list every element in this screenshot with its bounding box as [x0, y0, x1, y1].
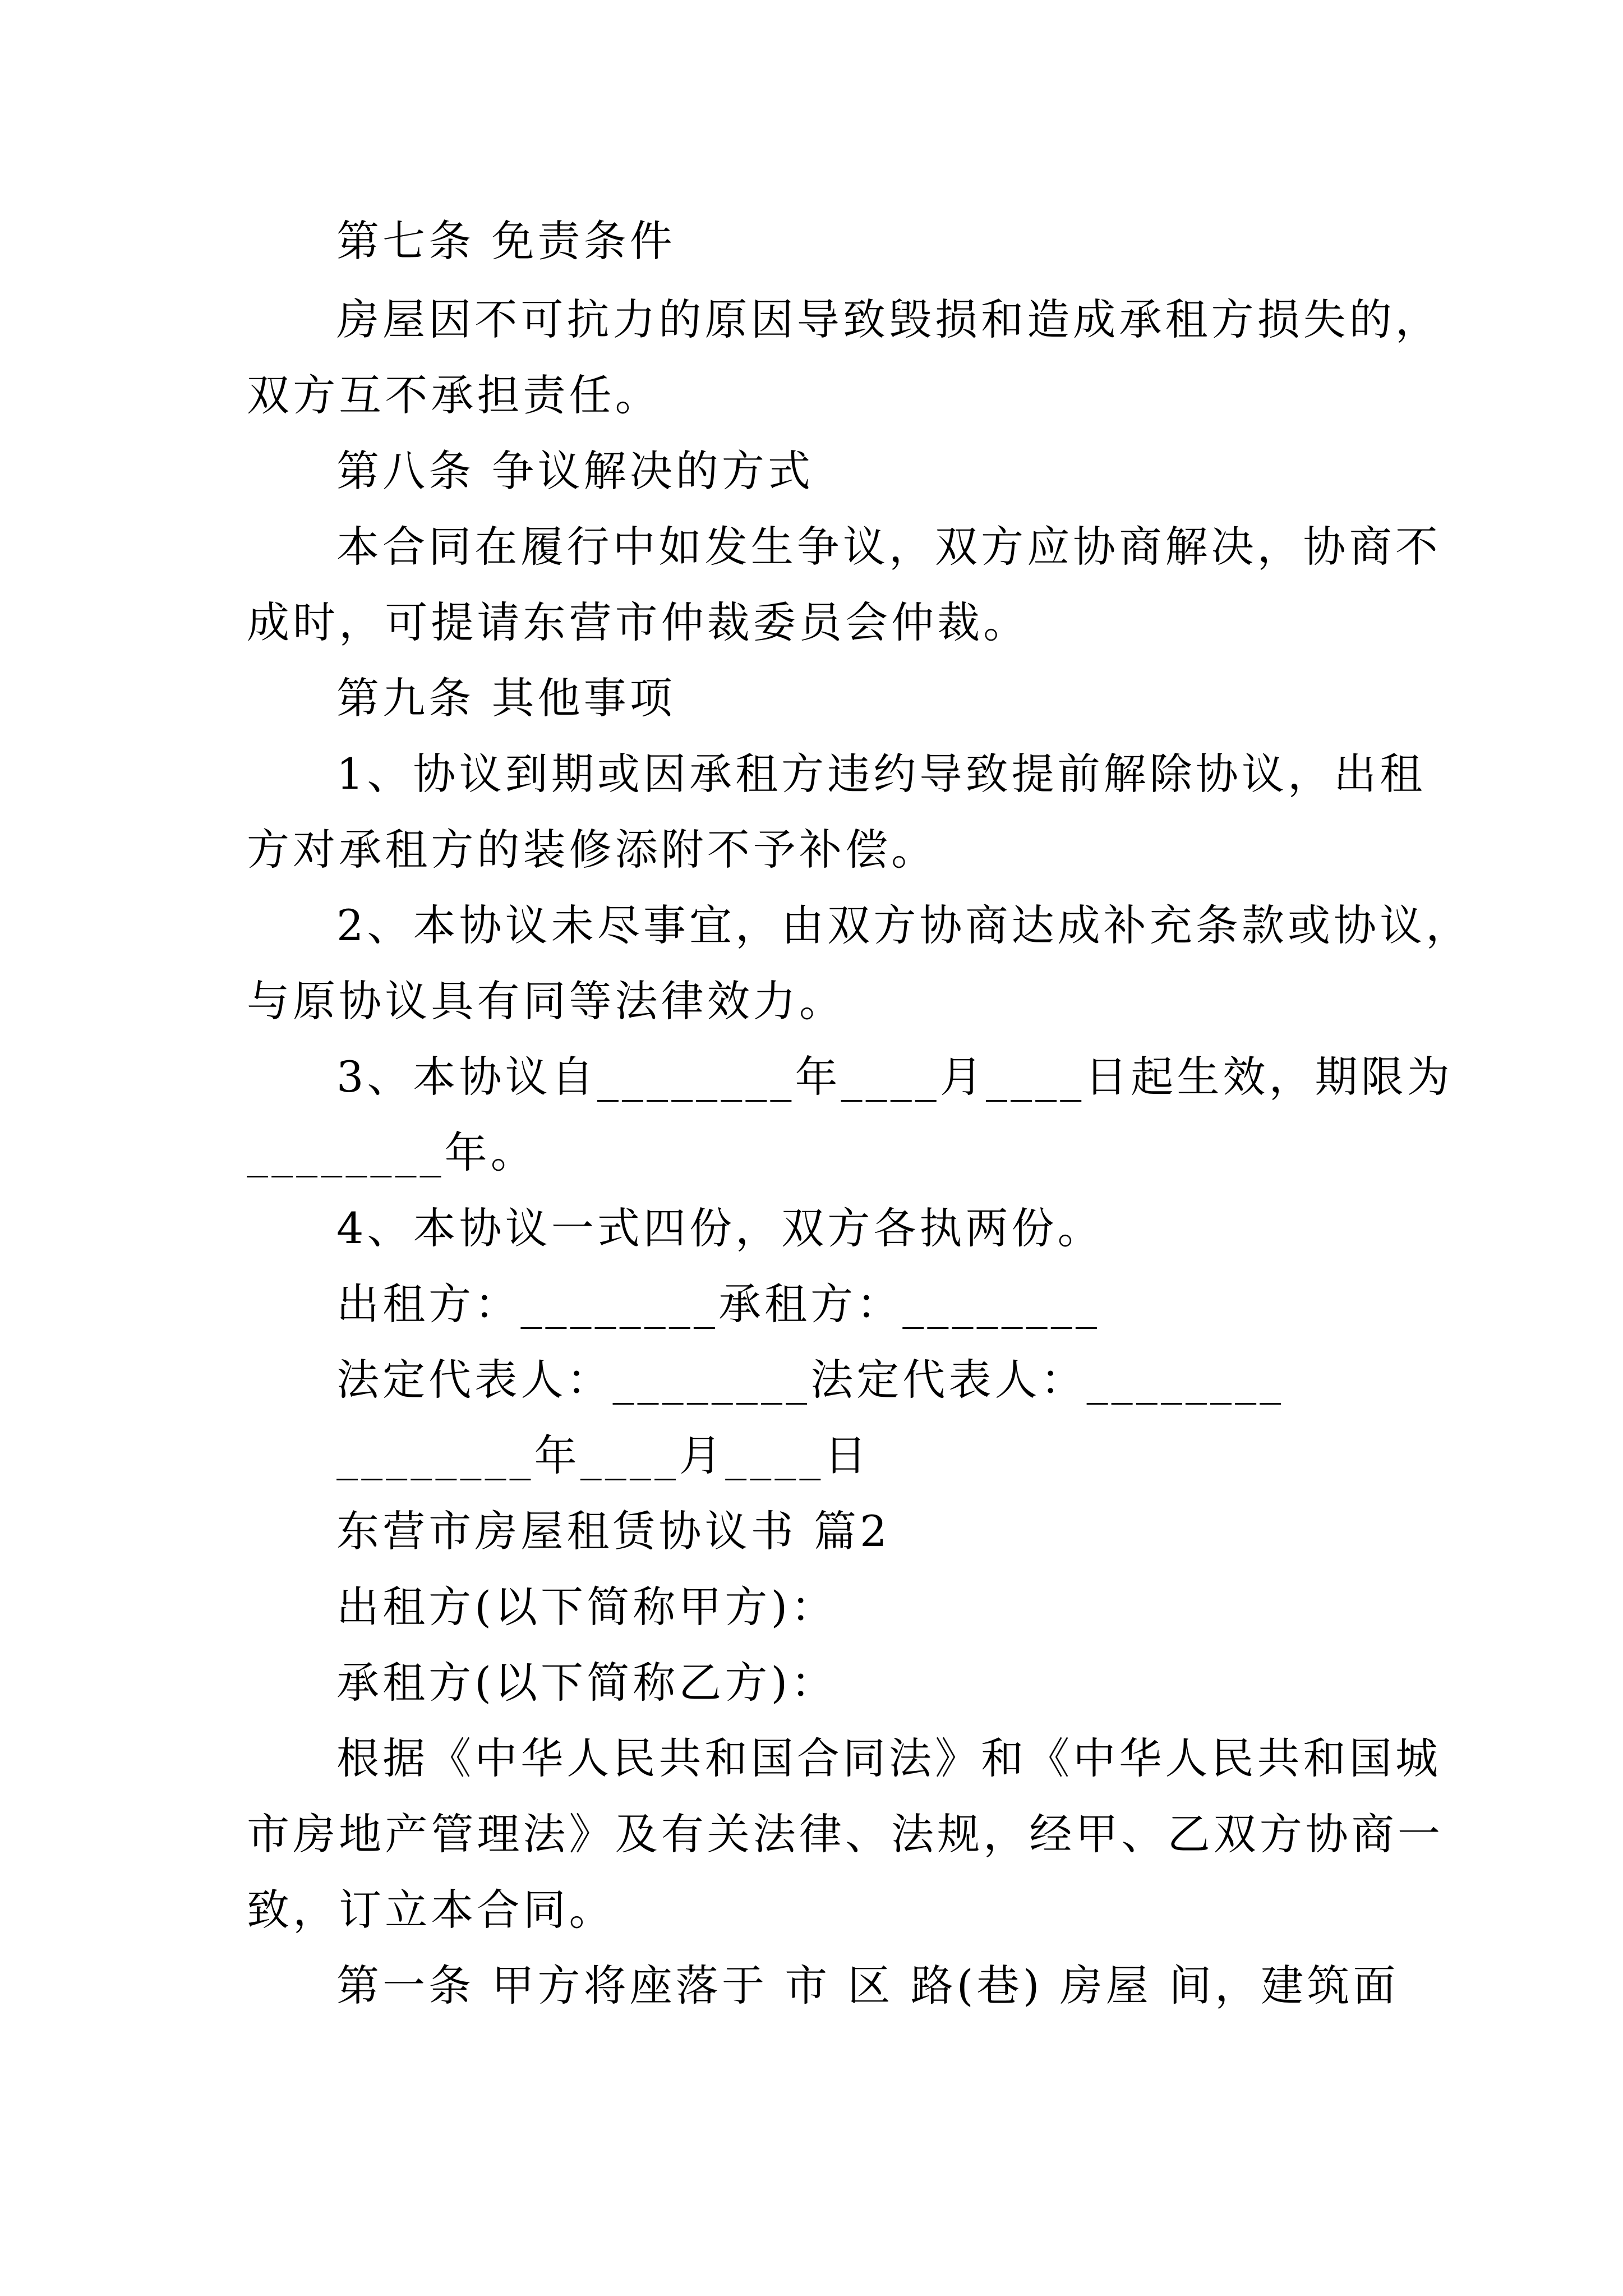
paragraph-line: 致，订立本合同。: [247, 1885, 615, 1935]
paragraph-line: ________年。: [247, 1128, 537, 1177]
list-item-4: 4、本协议一式四份，双方各执两份。: [336, 1203, 1104, 1253]
paragraph-line: 与原协议具有同等法律效力。: [247, 976, 846, 1026]
paragraph-line: 根据《中华人民共和国合同法》和《中华人民共和国城: [336, 1733, 1441, 1783]
article-8-heading: 第八条 争议解决的方式: [336, 446, 814, 496]
paragraph-line: 本合同在履行中如发生争议，双方应协商解决，协商不: [336, 522, 1441, 572]
party-b-line: 承租方(以下简称乙方)：: [336, 1658, 837, 1708]
article-9-heading: 第九条 其他事项: [336, 673, 676, 723]
list-item-2: 2、本协议未尽事宜，由双方协商达成补充条款或协议，: [336, 900, 1472, 950]
signature-parties: 出租方：________承租方：________: [336, 1279, 1100, 1329]
paragraph-line: 市房地产管理法》及有关法律、法规，经甲、乙双方协商一: [247, 1809, 1444, 1859]
signature-representatives: 法定代表人：________法定代表人：________: [336, 1355, 1285, 1405]
party-a-line: 出租方(以下简称甲方)：: [336, 1582, 837, 1632]
article-7-heading: 第七条 免责条件: [336, 216, 676, 266]
signature-date: ________年____月____日: [336, 1430, 870, 1480]
list-item-1: 1、协议到期或因承租方违约导致提前解除协议，出租: [336, 749, 1426, 799]
paragraph-line: 成时，可提请东营市仲裁委员会仲裁。: [247, 597, 1030, 647]
paragraph-line: 房屋因不可抗力的原因导致毁损和造成承租方损失的，: [336, 295, 1441, 344]
list-item-3: 3、本协议自________年____月____日起生效，期限为: [336, 1052, 1453, 1102]
paragraph-line: 方对承租方的装修添附不予补偿。: [247, 825, 938, 875]
section-title: 东营市房屋租赁协议书 篇2: [336, 1506, 891, 1556]
article-1-line: 第一条 甲方将座落于 市 区 路(巷) 房屋 间，建筑面: [336, 1961, 1399, 2010]
paragraph-line: 双方互不承担责任。: [247, 370, 661, 420]
